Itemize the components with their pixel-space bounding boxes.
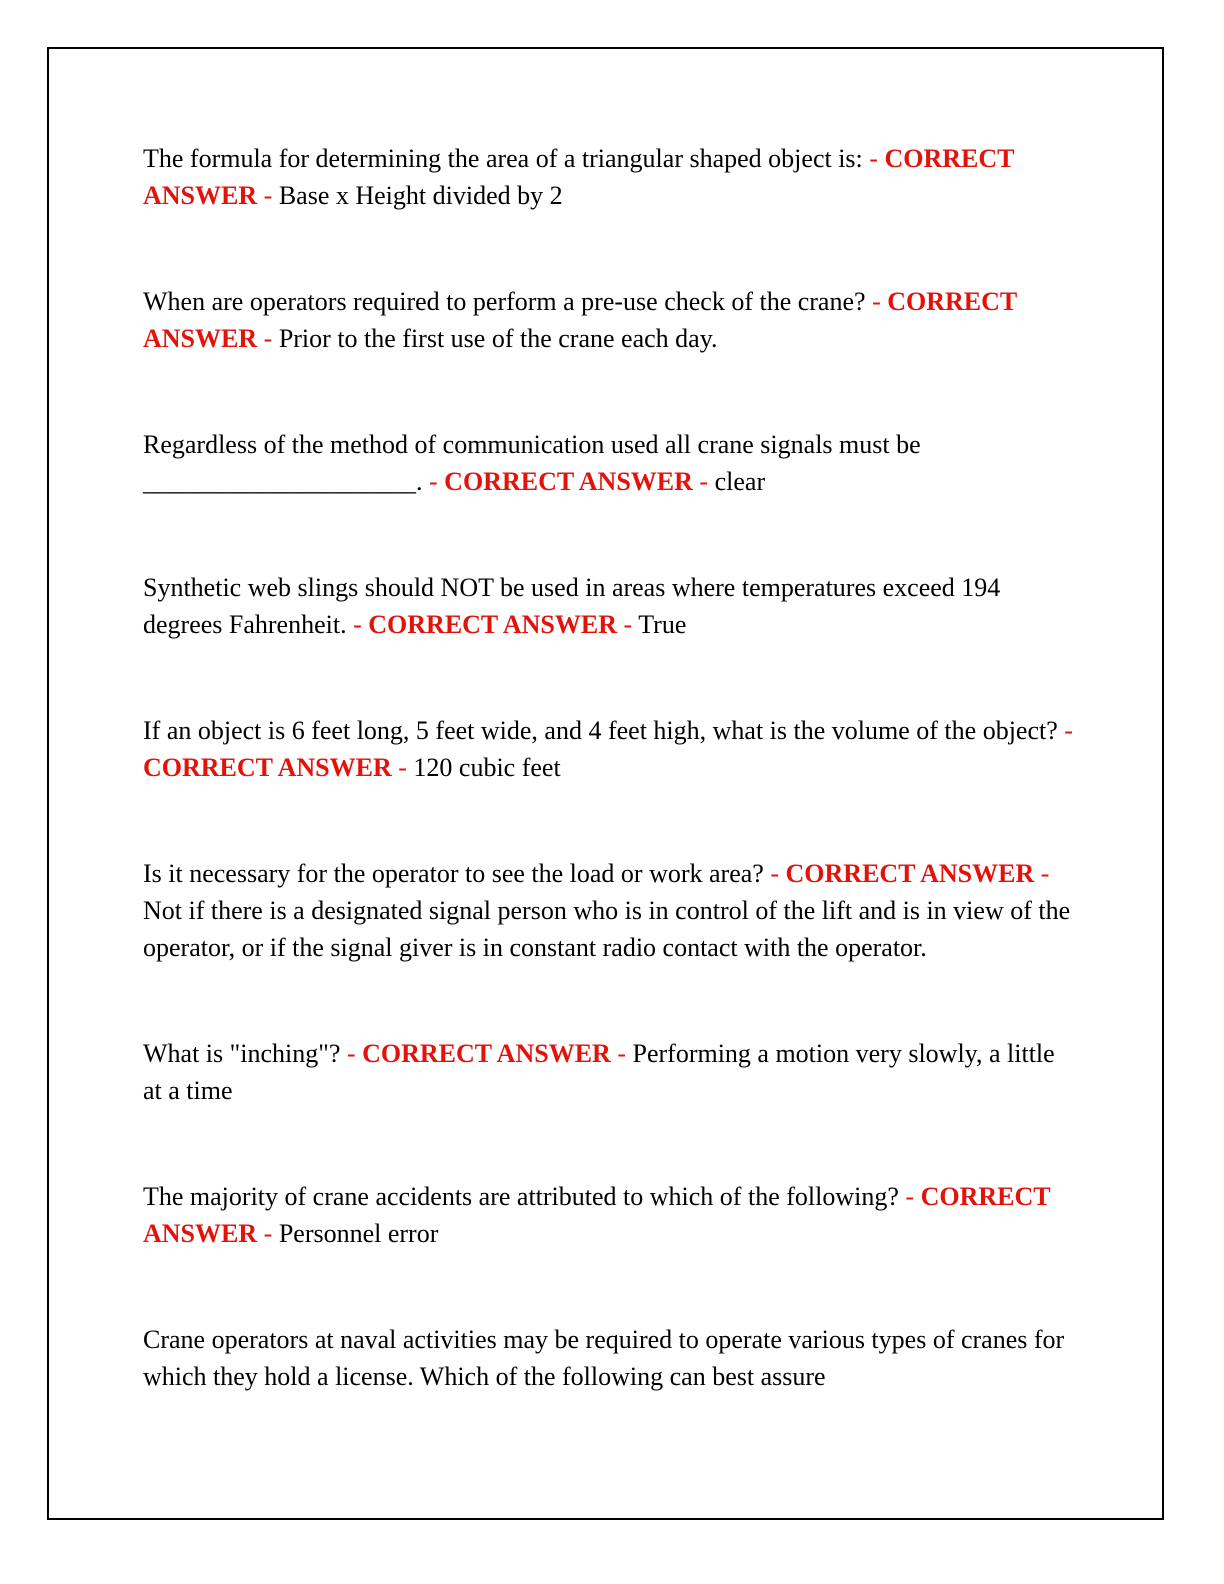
question-text: Crane operators at naval activities may be required to operate various types of cranes for which they hold a license. Which of the following can best assure — [143, 1325, 1065, 1391]
answer-text: Prior to the first use of the crane each day. — [278, 324, 718, 353]
answer-label: CORRECT ANSWER — [143, 1182, 1051, 1248]
separator: - — [1064, 716, 1073, 745]
separator: - — [263, 324, 273, 353]
separator: - — [623, 610, 633, 639]
question-text: The majority of crane accidents are attributed to which of the following? — [143, 1182, 899, 1211]
question-text: When are operators required to perform a pre-use check of the crane? — [143, 287, 866, 316]
separator: - — [699, 467, 709, 496]
qa-item — [143, 1035, 1078, 1109]
answer-label: CORRECT ANSWER — [785, 859, 1035, 888]
qa-item — [143, 569, 1078, 643]
separator: - — [353, 610, 362, 639]
separator: - — [346, 1039, 356, 1068]
qa-item — [143, 855, 1078, 966]
question-text: The formula for determining the area of a triangular shaped object is: — [143, 144, 863, 173]
separator: - — [1040, 859, 1050, 888]
answer-text: True — [638, 610, 687, 639]
answer-label: CORRECT ANSWER — [362, 1039, 611, 1068]
answer-text: Base x Height divided by 2 — [278, 181, 563, 210]
answer-text: clear — [714, 467, 766, 496]
separator: - — [905, 1182, 915, 1211]
separator: - — [872, 287, 881, 316]
document-body — [143, 140, 1078, 1464]
qa-item — [143, 426, 1078, 500]
qa-item — [143, 1321, 1078, 1395]
qa-item — [143, 712, 1078, 786]
separator: - — [429, 467, 438, 496]
separator: - — [398, 753, 407, 782]
answer-label: CORRECT ANSWER — [444, 467, 693, 496]
question-text: What is "inching"? — [143, 1039, 341, 1068]
question-text: Is it necessary for the operator to see the load or work area? — [143, 859, 764, 888]
question-text: If an object is 6 feet long, 5 feet wide, and 4 feet high, what is the volume of the object? — [143, 716, 1058, 745]
separator: - — [770, 859, 780, 888]
separator: - — [869, 144, 878, 173]
answer-label: CORRECT ANSWER — [143, 753, 392, 782]
qa-item — [143, 1178, 1078, 1252]
qa-item — [143, 283, 1078, 357]
answer-text: Performing a motion very slowly, a little at a time — [143, 1039, 1055, 1105]
answer-label: CORRECT ANSWER — [143, 144, 1014, 210]
answer-text: Not if there is a designated signal person who is in control of the lift and is in view of the operator, or if the signal giver is in constant radio contact with the operator. — [143, 896, 1071, 962]
separator: - — [263, 181, 273, 210]
separator: - — [617, 1039, 626, 1068]
qa-item — [143, 140, 1078, 214]
separator: - — [263, 1219, 273, 1248]
answer-label: CORRECT ANSWER — [143, 287, 1017, 353]
question-text: Regardless of the method of communication used all crane signals must be _____________________. — [143, 430, 921, 496]
answer-label: CORRECT ANSWER — [368, 610, 618, 639]
answer-text: 120 cubic feet — [413, 753, 561, 782]
answer-text: Personnel error — [278, 1219, 439, 1248]
question-text: Synthetic web slings should NOT be used in areas where temperatures exceed 194 degrees Fahrenheit. — [143, 573, 1001, 639]
